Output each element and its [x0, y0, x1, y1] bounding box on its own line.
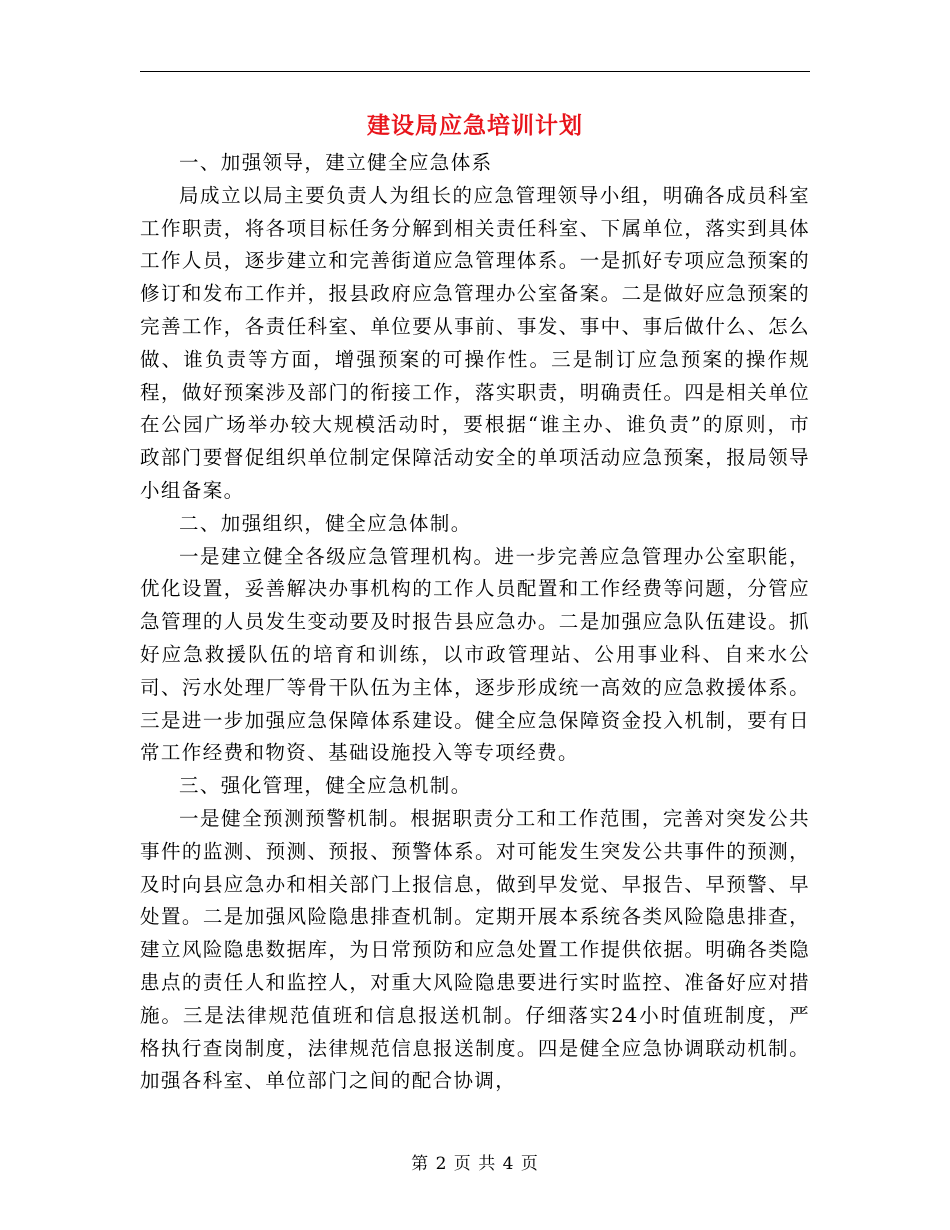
section-paragraph: 局成立以局主要负责人为组长的应急管理领导小组，明确各成员科室工作职责，将各项目标任务分解到相关责任科室、下属单位，落实到具体工作人员，逐步建立和完善街道应急管理体系。一是抓好专项应急预案的修订和发布工作并，报县政府应急管理办公室备案。二是做好应急预案的完善工作，各责任科室、单位要从事前、事发、事中、事后做什么、怎么做、谁负责等方面，增强预案的可操作性。三是制订应急预案的操作规程，做好预案涉及部门的衔接工作，落实职责，明确责任。四是相关单位在公园广场举办较大规模活动时，要根据“谁主办、谁负责”的原则，市政部门要督促组织单位制定保障活动安全的单项活动应急预案，报局领导小组备案。 — [140, 183, 810, 502]
section-heading: 一、加强领导，建立健全应急体系 — [179, 151, 493, 174]
document-title: 建设局应急培训计划 — [367, 113, 583, 139]
section-paragraph: 一是健全预测预警机制。根据职责分工和工作范围，完善对突发公共事件的监测、预测、预报、预警体系。对可能发生突发公共事件的预测，及时向县应急办和相关部门上报信息，做到早发觉、早报告、早预警、早处置。二是加强风险隐患排查机制。定期开展本系统各类风险隐患排查，建立风险隐患数据库，为日常预防和应急处置工作提供依据。明确各类隐患点的责任人和监控人，对重大风险隐患要进行实时监控、准备好应对措施。三是法律规范值班和信息报送机制。仔细落实24小时值班制度，严格执行查岗制度，法律规范信息报送制度。四是健全应急协调联动机制。加强各科室、单位部门之间的配合协调， — [140, 806, 810, 1093]
page-footer: 第 2 页 共 4 页 — [411, 1154, 539, 1174]
header-rule — [140, 71, 810, 72]
section-heading: 三、强化管理，健全应急机制。 — [179, 774, 472, 798]
document-body — [140, 147, 810, 1098]
section-paragraph: 一是建立健全各级应急管理机构。进一步完善应急管理办公室职能，优化设置，妥善解决办事机构的工作人员配置和工作经费等问题，分管应急管理的人员发生变动要及时报告县应急办。二是加强应急队伍建设。抓好应急救援队伍的培育和训练，以市政管理站、公用事业科、自来水公司、污水处理厂等骨干队伍为主体，逐步形成统一高效的应急救援体系。三是进一步加强应急保障体系建设。健全应急保障资金投入机制，要有日常工作经费和物资、基础设施投入等专项经费。 — [140, 544, 810, 765]
section-heading: 二、加强组织，健全应急体制。 — [179, 511, 472, 535]
